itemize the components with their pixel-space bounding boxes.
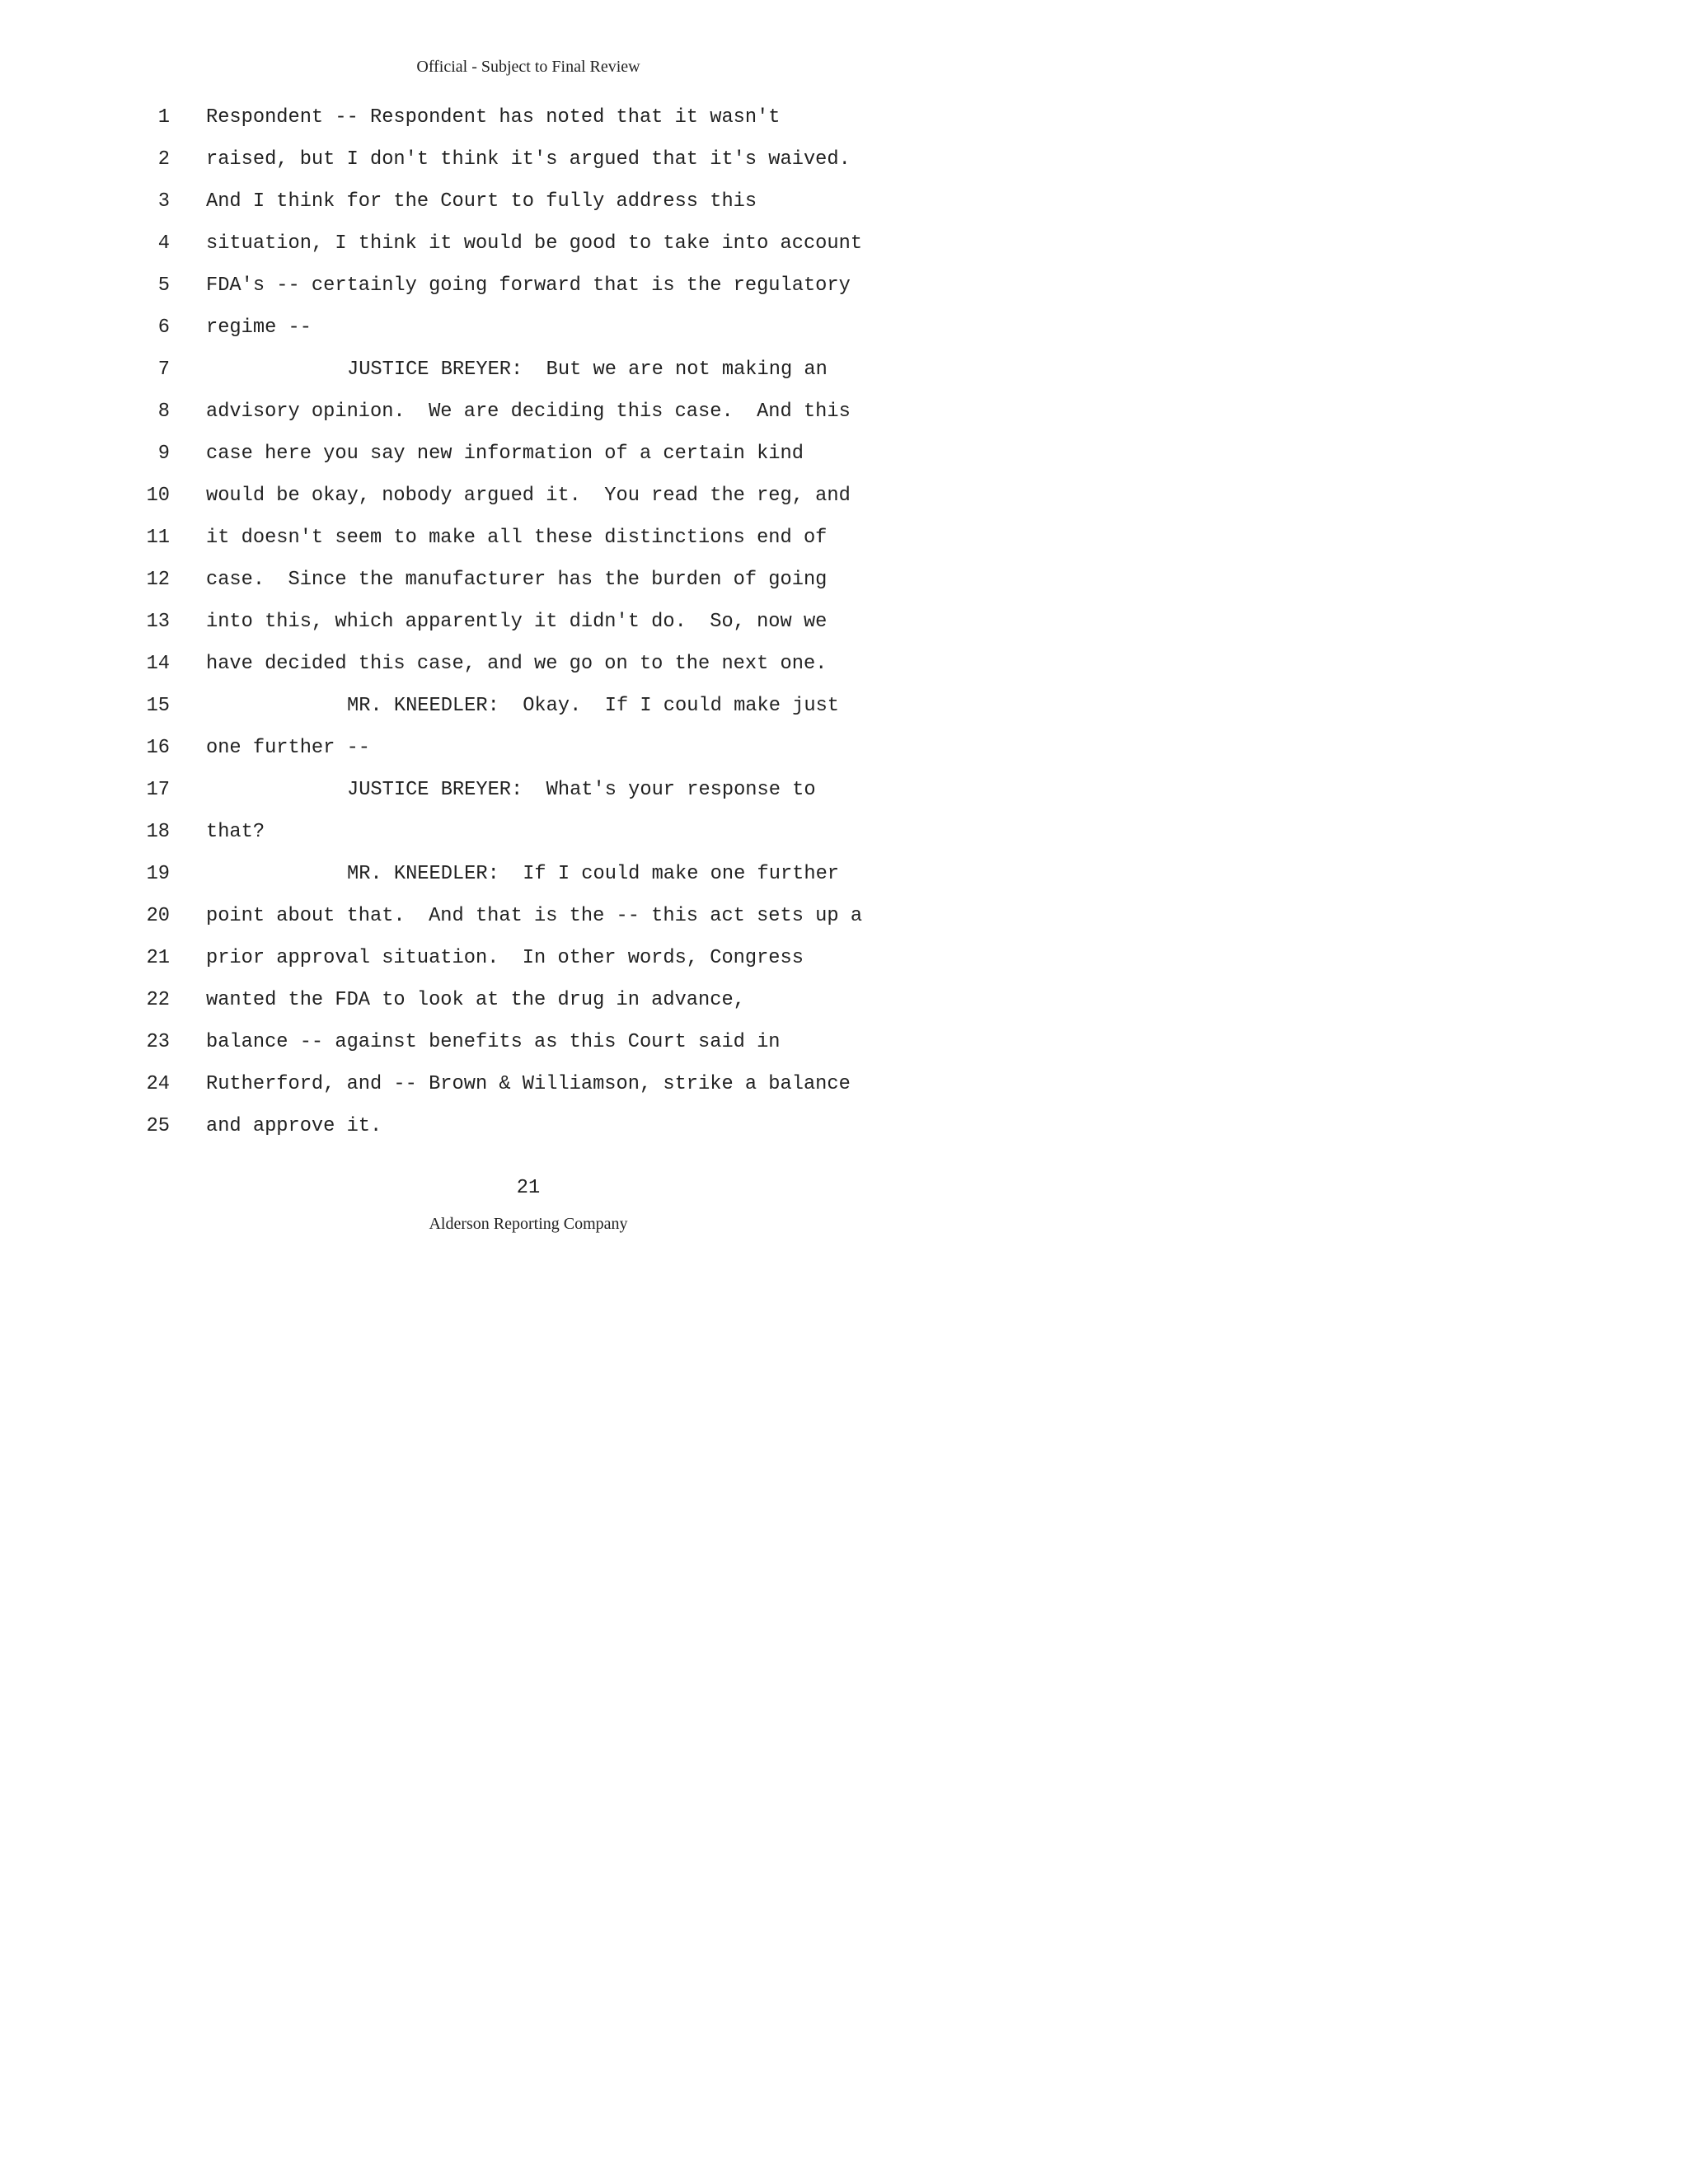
- transcript-line: [0, 270, 1009, 312]
- transcript-line: [0, 1111, 1009, 1153]
- line-text: prior approval situation. In other words, Congress: [206, 947, 804, 969]
- transcript-line: [0, 438, 1009, 480]
- line-text: have decided this case, and we go on to the next one.: [206, 653, 828, 675]
- transcript-line: [0, 649, 1009, 691]
- transcript-line: [0, 1069, 1009, 1111]
- line-text: that?: [206, 821, 265, 843]
- line-number: 4: [157, 232, 170, 255]
- line-text: would be okay, nobody argued it. You read the reg, and: [206, 485, 851, 507]
- line-number: 6: [157, 316, 170, 339]
- line-number: 11: [146, 527, 170, 549]
- transcript-line: [0, 901, 1009, 943]
- line-number: 25: [146, 1115, 170, 1137]
- line-text: FDA's -- certainly going forward that is the regulatory: [206, 274, 851, 297]
- line-text: JUSTICE BREYER: What's your response to: [347, 779, 816, 801]
- line-text: case. Since the manufacturer has the burden of going: [206, 569, 828, 591]
- line-text: JUSTICE BREYER: But we are not making an: [347, 359, 828, 381]
- line-number: 9: [157, 443, 170, 465]
- line-number: 12: [146, 569, 170, 591]
- line-number: 19: [146, 863, 170, 885]
- transcript-line: [0, 312, 1009, 354]
- line-number: 22: [146, 989, 170, 1011]
- transcript-line: [0, 817, 1009, 859]
- transcript-line: [0, 565, 1009, 607]
- transcript-line: [0, 1027, 1009, 1069]
- line-text: MR. KNEEDLER: Okay. If I could make just: [347, 695, 840, 717]
- line-number: 20: [146, 905, 170, 927]
- line-text: balance -- against benefits as this Court said in: [206, 1031, 781, 1053]
- transcript-line: [0, 396, 1009, 438]
- line-text: it doesn't seem to make all these distinctions end of: [206, 527, 828, 549]
- page-number: 21: [516, 1177, 541, 1199]
- line-text: raised, but I don't think it's argued that it's waived.: [206, 148, 851, 171]
- transcript-line: [0, 354, 1009, 396]
- line-number: 21: [146, 947, 170, 969]
- line-number: 23: [146, 1031, 170, 1053]
- line-text: and approve it.: [206, 1115, 382, 1137]
- transcript-line: [0, 775, 1009, 817]
- transcript-line: [0, 607, 1009, 649]
- line-text: one further --: [206, 737, 371, 759]
- line-text: Rutherford, and -- Brown & Williamson, strike a balance: [206, 1073, 851, 1095]
- line-number: 7: [157, 359, 170, 381]
- line-number: 2: [157, 148, 170, 171]
- transcript-line: [0, 228, 1009, 270]
- transcript-line: [0, 733, 1009, 775]
- line-text: And I think for the Court to fully address this: [206, 190, 757, 213]
- line-number: 17: [146, 779, 170, 801]
- page-header: Official - Subject to Final Review: [416, 58, 640, 76]
- line-text: regime --: [206, 316, 312, 339]
- line-number: 3: [157, 190, 170, 213]
- line-number: 15: [146, 695, 170, 717]
- line-number: 24: [146, 1073, 170, 1095]
- line-number: 18: [146, 821, 170, 843]
- transcript-line: [0, 144, 1009, 186]
- line-text: situation, I think it would be good to take into account: [206, 232, 863, 255]
- transcript-line: [0, 523, 1009, 565]
- line-number: 10: [146, 485, 170, 507]
- line-number: 1: [157, 106, 170, 129]
- transcript-line: [0, 943, 1009, 985]
- line-text: point about that. And that is the -- this act sets up a: [206, 905, 863, 927]
- transcript-line: [0, 859, 1009, 901]
- line-text: MR. KNEEDLER: If I could make one further: [347, 863, 840, 885]
- line-text: case here you say new information of a certain kind: [206, 443, 804, 465]
- line-number: 14: [146, 653, 170, 675]
- transcript-line: [0, 102, 1009, 144]
- page-footer: Alderson Reporting Company: [429, 1215, 628, 1233]
- transcript-line: [0, 480, 1009, 523]
- line-number: 16: [146, 737, 170, 759]
- line-text: into this, which apparently it didn't do. So, now we: [206, 611, 828, 633]
- line-text: wanted the FDA to look at the drug in advance,: [206, 989, 745, 1011]
- line-text: advisory opinion. We are deciding this case. And this: [206, 401, 851, 423]
- transcript-line: [0, 985, 1009, 1027]
- line-text: Respondent -- Respondent has noted that it wasn't: [206, 106, 781, 129]
- transcript-line: [0, 186, 1009, 228]
- transcript-line: [0, 691, 1009, 733]
- line-number: 13: [146, 611, 170, 633]
- line-number: 8: [157, 401, 170, 423]
- line-number: 5: [157, 274, 170, 297]
